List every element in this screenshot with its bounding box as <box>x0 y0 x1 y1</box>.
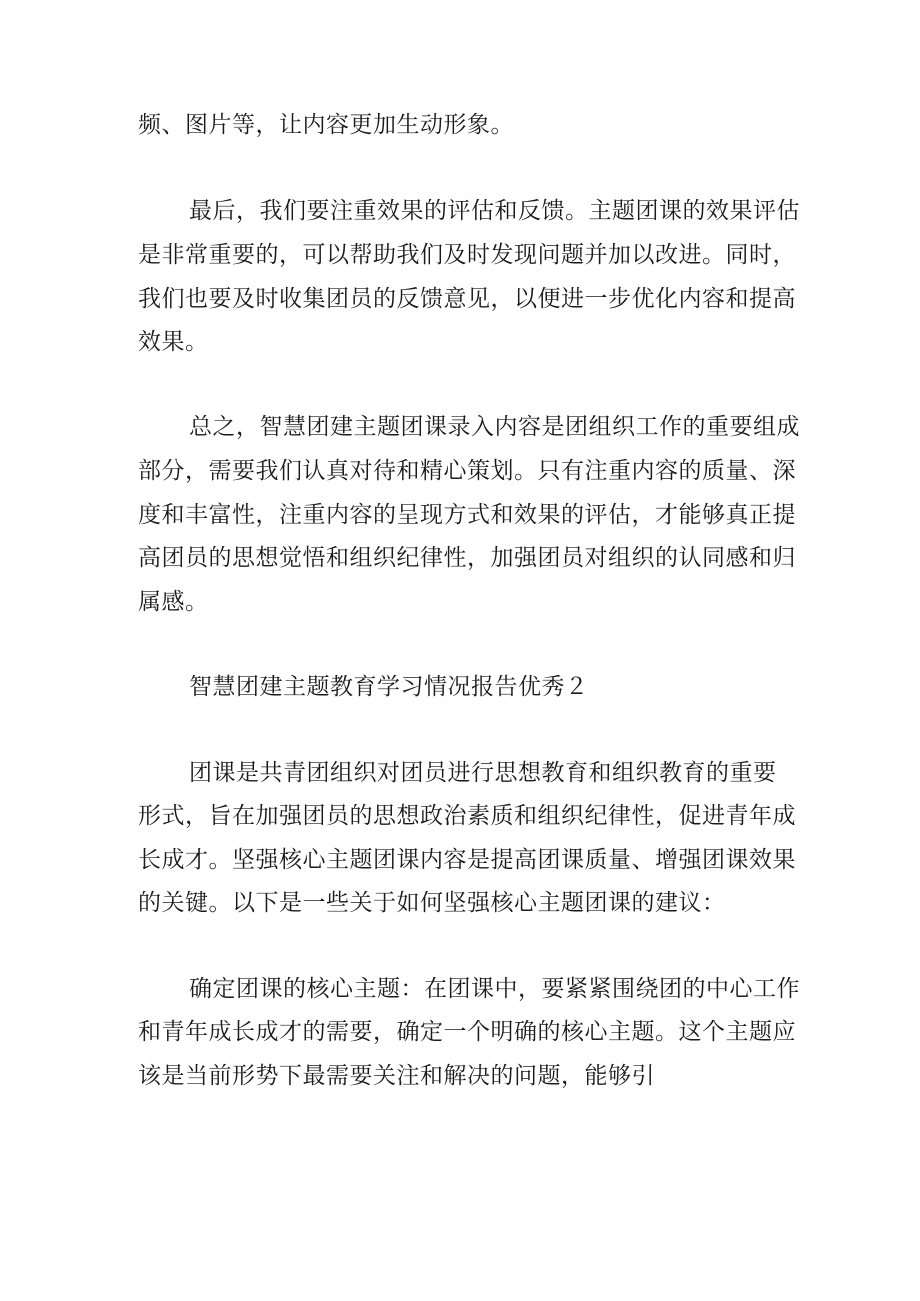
paragraph-evaluation-line-2: 是非常重要的，可以帮助我们及时发现问题并加以改进。同时， <box>138 242 796 268</box>
paragraph-summary-line-3: 度和丰富性，注重内容的呈现方式和效果的评估，才能够真正提 <box>138 502 796 528</box>
paragraph-intro-line-1: 团课是共青团组织对团员进行思想教育和组织教育的重要 <box>189 760 777 786</box>
paragraph-summary-line-5: 属感。 <box>138 589 209 615</box>
paragraph-evaluation-line-3: 我们也要及时收集团员的反馈意见，以便进一步优化内容和提高 <box>138 286 796 312</box>
paragraph-evaluation-line-4: 效果。 <box>138 329 209 355</box>
paragraph-evaluation-line-1: 最后，我们要注重效果的评估和反馈。主题团课的效果评估 <box>189 198 800 224</box>
paragraph-core-theme-line-1: 确定团课的核心主题：在团课中，要紧紧围绕团的中心工作 <box>189 976 800 1002</box>
paragraph-summary-line-4: 高团员的思想觉悟和组织纪律性，加强团员对组织的认同感和归 <box>138 545 796 571</box>
paragraph-continued-line-1: 频、图片等，让内容更加生动形象。 <box>138 112 514 138</box>
paragraph-intro-line-4: 的关键。以下是一些关于如何坚强核心主题团课的建议： <box>138 890 726 916</box>
paragraph-core-theme-line-2: 和青年成长成才的需要，确定一个明确的核心主题。这个主题应 <box>138 1019 796 1045</box>
paragraph-intro-line-2: 形式，旨在加强团员的思想政治素质和组织纪律性，促进青年成 <box>138 803 796 829</box>
paragraph-summary-line-2: 部分，需要我们认真对待和精心策划。只有注重内容的质量、深 <box>138 458 796 484</box>
paragraph-summary-line-1: 总之，智慧团建主题团课录入内容是团组织工作的重要组成 <box>189 414 800 440</box>
paragraph-intro-line-3: 长成才。坚强核心主题团课内容是提高团课质量、增强团课效果 <box>138 847 796 873</box>
section-heading: 智慧团建主题教育学习情况报告优秀２ <box>189 674 589 700</box>
paragraph-core-theme-line-3: 该是当前形势下最需要关注和解决的问题，能够引 <box>138 1063 655 1089</box>
